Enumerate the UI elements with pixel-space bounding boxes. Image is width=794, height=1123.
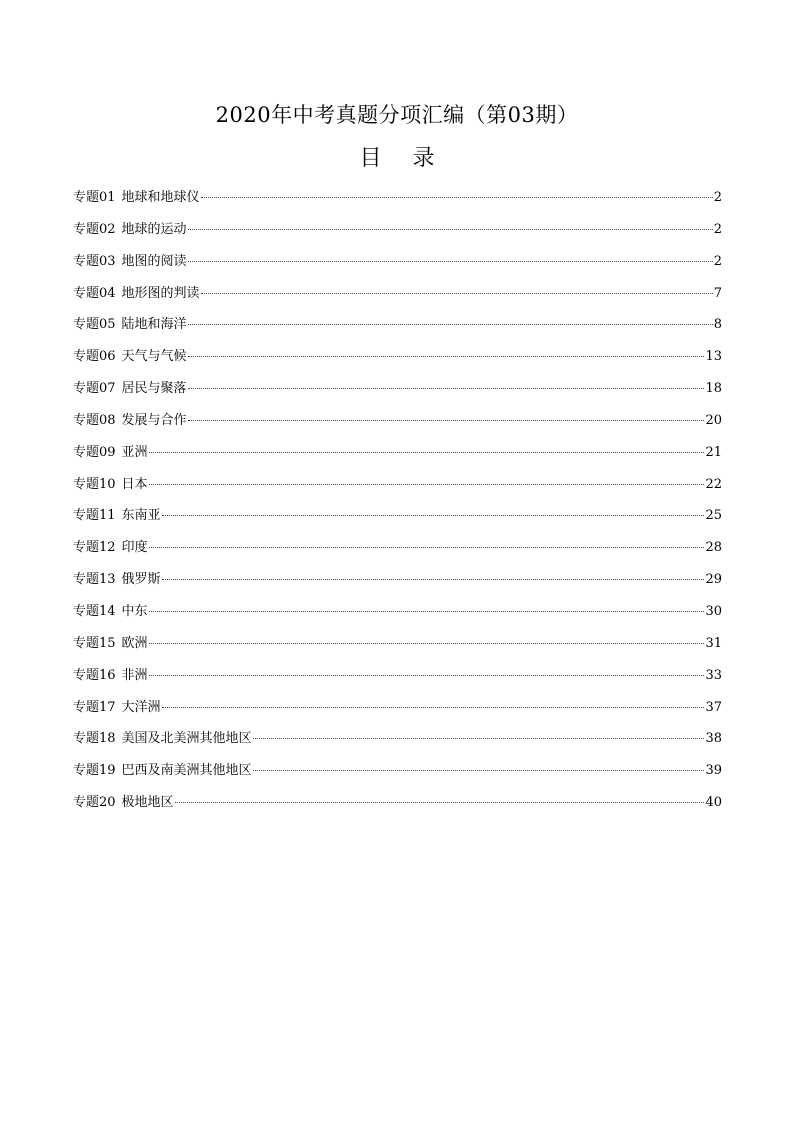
toc-leader-dots [188,324,713,325]
toc-leader-dots [149,484,705,485]
toc-leader-dots [188,420,705,421]
toc-heading: 目 录 [359,146,447,171]
toc-entry-title: 非洲 [121,667,148,683]
toc-entry-title: 天气与气候 [121,349,187,365]
toc-entry-number: 专题05 [73,317,116,333]
toc-entry-page: 13 [705,349,722,365]
toc-entry-number: 专题04 [73,285,116,301]
toc-entry[interactable] [73,628,722,660]
toc-entry-title: 地球的运动 [121,221,187,237]
toc-entry[interactable] [73,405,722,437]
toc-entry-number: 专题13 [73,572,116,588]
toc-entry-title: 亚洲 [121,444,148,460]
toc-entry-title: 发展与合作 [121,412,187,428]
toc-entry-page: 28 [705,540,722,556]
toc-entry-title: 大洋洲 [121,699,161,715]
toc-entry-page: 8 [713,317,722,333]
toc-entry[interactable] [73,341,722,373]
toc-entry-number: 专题18 [73,731,116,747]
toc-leader-dots [201,293,713,294]
toc-entry-title: 俄罗斯 [121,572,161,588]
toc-entry[interactable] [73,278,722,310]
toc-entry-number: 专题11 [73,508,116,524]
toc-entry-number: 专题19 [73,763,116,779]
toc-entry-title: 日本 [121,476,148,492]
toc-entry-title: 美国及北美洲其他地区 [121,731,252,747]
toc-entry-page: 22 [705,476,722,492]
toc-leader-dots [201,197,713,198]
toc-entry-page: 7 [713,285,722,301]
toc-entry-title: 居民与聚落 [121,381,187,397]
toc-entry-page: 40 [705,795,722,811]
toc-entry-number: 专题03 [73,253,116,269]
toc-entry-number: 专题17 [73,699,116,715]
toc-entry-page: 31 [705,635,722,651]
toc-entry[interactable] [73,723,722,755]
toc-entry[interactable] [73,755,722,787]
toc-entry-page: 33 [705,667,722,683]
toc-entry-page: 30 [705,603,722,619]
toc-entry-number: 专题14 [73,603,116,619]
toc-entry-title: 中东 [121,603,148,619]
toc-entry[interactable] [73,373,722,405]
toc-entry-page: 29 [705,572,722,588]
toc-entry-number: 专题20 [73,795,116,811]
toc-leader-dots [188,229,713,230]
toc-entry[interactable] [73,692,722,724]
toc-entry-number: 专题01 [73,190,116,205]
toc-entry-page: 20 [705,412,722,428]
toc-entry-page: 25 [705,508,722,524]
toc-leader-dots [149,675,705,676]
toc-entry-title: 地球和地球仪 [121,190,200,205]
toc-entry[interactable] [73,660,722,692]
toc-entry[interactable] [73,787,722,819]
toc-entry[interactable] [73,532,722,564]
table-of-contents [73,182,722,819]
toc-entry[interactable] [73,596,722,628]
toc-leader-dots [188,261,713,262]
toc-entry[interactable] [73,500,722,532]
toc-leader-dots [149,547,705,548]
toc-entry-number: 专题07 [73,381,116,397]
toc-entry-number: 专题16 [73,667,116,683]
toc-entry-page: 37 [705,699,722,715]
toc-entry-page: 21 [705,444,722,460]
toc-entry-title: 地图的阅读 [121,253,187,269]
toc-entry-title: 印度 [121,540,148,556]
toc-leader-dots [162,579,705,580]
toc-entry-title: 陆地和海洋 [121,317,187,333]
toc-entry-page: 38 [705,731,722,747]
toc-entry-page: 2 [713,190,722,205]
toc-entry[interactable] [73,437,722,469]
toc-leader-dots [188,356,705,357]
toc-entry[interactable] [73,246,722,278]
toc-entry[interactable] [73,214,722,246]
toc-entry-page: 2 [713,221,722,237]
toc-entry-page: 18 [705,381,722,397]
toc-entry-number: 专题15 [73,635,116,651]
toc-leader-dots [253,738,705,739]
toc-entry-number: 专题02 [73,221,116,237]
toc-leader-dots [188,388,705,389]
toc-leader-dots [149,611,705,612]
toc-entry-title: 欧洲 [121,635,148,651]
toc-entry-title: 巴西及南美洲其他地区 [121,763,252,779]
toc-entry[interactable] [73,309,722,341]
toc-entry-page: 39 [705,763,722,779]
toc-leader-dots [175,802,705,803]
toc-entry-title: 东南亚 [121,508,161,524]
toc-entry-page: 2 [713,253,722,269]
toc-entry-title: 地形图的判读 [121,285,200,301]
toc-entry-number: 专题09 [73,444,116,460]
toc-entry[interactable] [73,564,722,596]
toc-entry-number: 专题06 [73,349,116,365]
toc-leader-dots [149,452,705,453]
toc-leader-dots [162,515,705,516]
document-title: 2020年中考真题分项汇编（第03期） [215,103,579,127]
toc-entry-number: 专题10 [73,476,116,492]
toc-entry[interactable] [73,469,722,501]
toc-leader-dots [149,643,705,644]
toc-leader-dots [253,770,705,771]
toc-leader-dots [162,707,705,708]
toc-entry-number: 专题08 [73,412,116,428]
toc-entry-title: 极地地区 [121,795,174,811]
toc-entry[interactable] [73,182,722,214]
toc-entry-number: 专题12 [73,540,116,556]
